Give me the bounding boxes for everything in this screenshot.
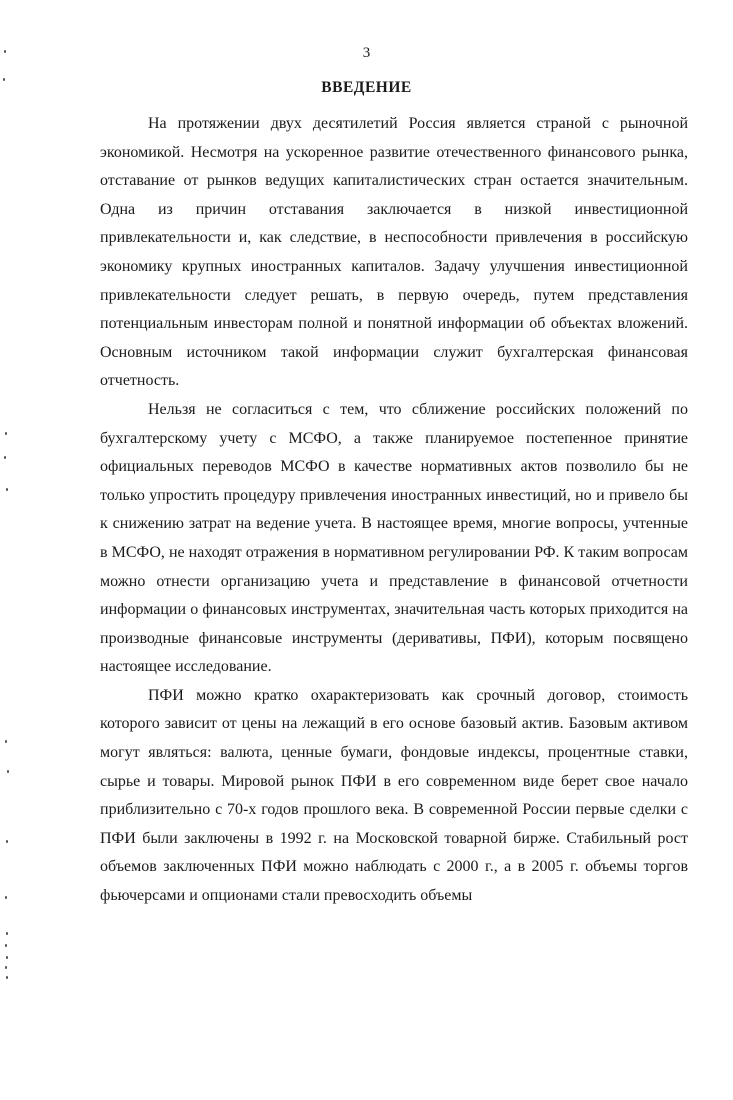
page-number: 3	[362, 45, 371, 61]
scan-speck	[5, 740, 7, 743]
paragraph: Нельзя не согласиться с тем, что сближение российских положений по бухгалтерскому учету с МСФО, а также планируемое постепенное принятие официальных переводов МСФО в качестве нормативных актов позволило бы не только упростить процедуру привлечения иностранных инвестиций, но и привело бы к снижению затрат на ведение учета. В настоящее время, многие вопросы, учтенные в МСФО, не находят отражения в нормативном регулировании РФ. К таким вопросам можно отнести организацию учета и представление в финансовой отчетности информации о финансовых инструментах, значительная часть которых приходится на производные финансовые инструменты (деривативы, ПФИ), которым посвящено настоящее исследование.	[100, 400, 688, 676]
scan-speck	[6, 488, 8, 491]
scan-speck	[5, 896, 7, 899]
paragraph: На протяжении двух десятилетий Россия является страной с рыночной экономикой. Несмотря на ускоренное развитие отечественного финансового рынка, отставание от рынков ведущих капиталистических стран остается значительным. Одна из причин отставания заключается в низкой инвестиционной привлекательности и, как следствие, в неспособности привлечения в российскую экономику крупных иностранных капиталов. Задачу улучшения инвестиционной привлекательности следует решать, в первую очередь, путем представления потенциальным инвесторам полной и понятной информации об объектах вложений. Основным источником такой информации служит бухгалтерская финансовая отчетность.	[100, 115, 688, 390]
body-text	[100, 110, 688, 911]
scan-speck	[7, 770, 9, 773]
scan-speck	[5, 432, 7, 435]
scan-speck	[5, 966, 7, 969]
scan-speck	[6, 840, 8, 843]
scan-speck	[5, 944, 7, 947]
scan-speck	[4, 456, 6, 459]
scan-margin-marks	[0, 0, 14, 1100]
paragraph: ПФИ можно кратко охарактеризовать как срочный договор, стоимость которого зависит от цены на лежащий в его основе базовый актив. Базовым активом могут являться: валюта, ценные бумаги, фондовые индексы, процентные ставки, сырье и товары. Мировой рынок ПФИ в его современном виде берет свое начало приблизительно с 70-х годов прошлого века. В современной России первые сделки с ПФИ были заключены в 1992 г. на Московской товарной бирже. Стабильный рост объемов заключенных ПФИ можно наблюдать с 2000 г., а в 2005 г. объемы торгов фьючерсами и опционами стали превосходить объемы	[100, 686, 688, 905]
scan-speck	[6, 932, 8, 935]
section-heading: ВВЕДЕНИЕ	[321, 79, 412, 96]
scan-speck	[6, 956, 8, 959]
scan-speck	[6, 976, 8, 979]
